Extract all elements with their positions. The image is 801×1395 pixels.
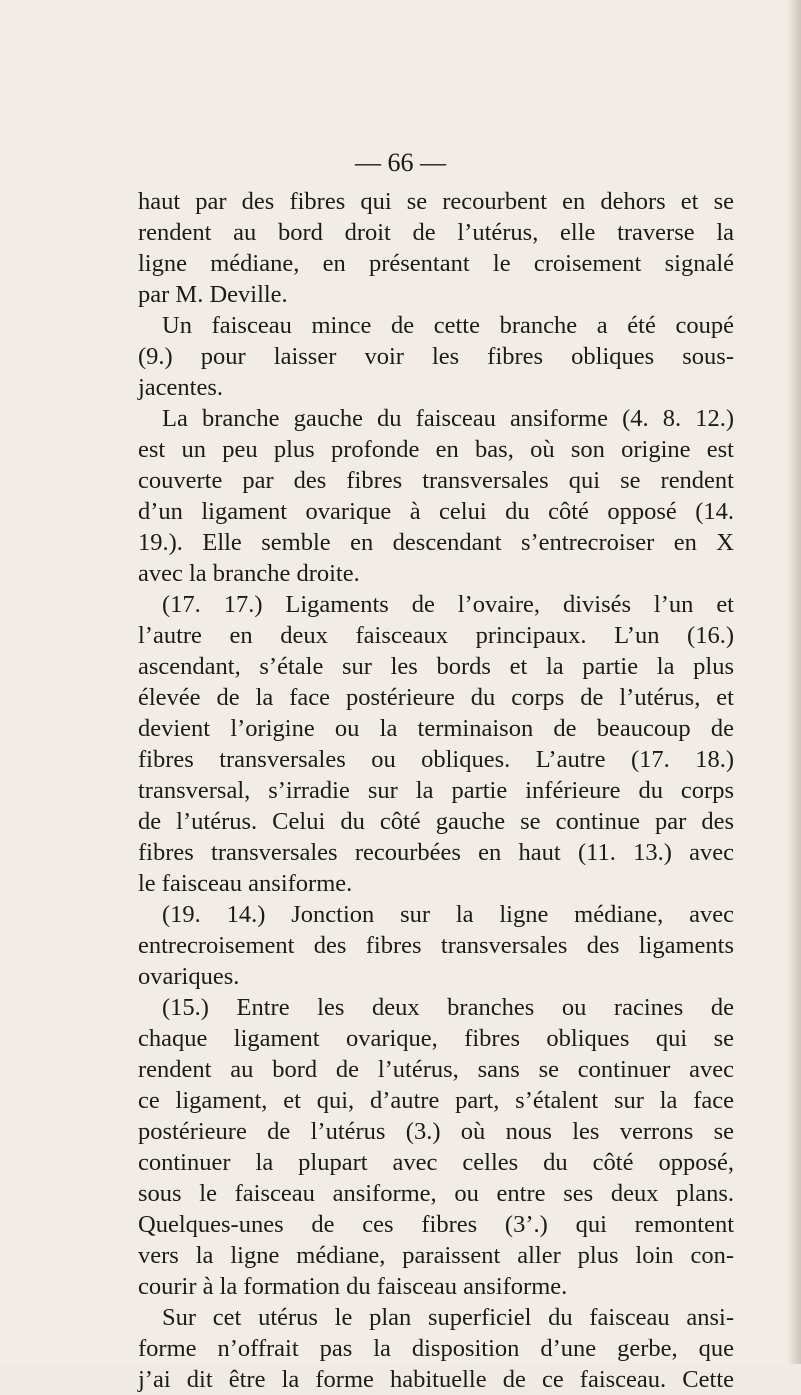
text-line: forme n’offrait pas la disposition d’une gerbe, que bbox=[138, 1335, 734, 1362]
text-line: Sur cet utérus le plan superficiel du faisceau ansi- bbox=[162, 1304, 734, 1331]
text-line: ascendant, s’étale sur les bords et la partie la plus bbox=[138, 653, 734, 680]
text-line: rendent au bord droit de l’utérus, elle traverse la bbox=[138, 219, 734, 246]
paragraph bbox=[138, 992, 734, 1302]
text-line: fibres transversales ou obliques. L’autre (17. 18.) bbox=[138, 746, 734, 773]
text-line: ligne médiane, en présentant le croisement signalé bbox=[138, 250, 734, 277]
page-edge-shadow bbox=[787, 0, 801, 1364]
text-line: d’un ligament ovarique à celui du côté opposé (14. bbox=[138, 498, 734, 525]
text-line: couverte par des fibres transversales qui se rendent bbox=[138, 467, 734, 494]
text-line: entrecroisement des fibres transversales des ligaments bbox=[138, 932, 734, 959]
text-line: élevée de la face postérieure du corps de l’utérus, et bbox=[138, 684, 734, 711]
text-line: par M. Deville. bbox=[138, 281, 288, 308]
text-line: La branche gauche du faisceau ansiforme (4. 8. 12.) bbox=[162, 405, 734, 432]
text-line: transversal, s’irradie sur la partie inférieure du corps bbox=[138, 777, 734, 804]
text-line: (17. 17.) Ligaments de l’ovaire, divisés l’un et bbox=[162, 591, 734, 618]
text-line: jacentes. bbox=[138, 374, 224, 401]
text-line: est un peu plus profonde en bas, où son origine est bbox=[138, 436, 734, 463]
paragraph bbox=[138, 589, 734, 899]
text-line: fibres transversales recourbées en haut (11. 13.) avec bbox=[138, 839, 734, 866]
text-line: le faisceau ansiforme. bbox=[138, 870, 353, 897]
text-line: avec la branche droite. bbox=[138, 560, 360, 587]
paragraph bbox=[138, 403, 734, 589]
text-line: vers la ligne médiane, paraissent aller plus loin con- bbox=[138, 1242, 734, 1269]
text-line: 19.). Elle semble en descendant s’entrecroiser en X bbox=[138, 529, 734, 556]
paragraph bbox=[138, 310, 734, 403]
text-line: (19. 14.) Jonction sur la ligne médiane, avec bbox=[162, 901, 734, 928]
text-line: (15.) Entre les deux branches ou racines de bbox=[162, 994, 734, 1021]
text-line: courir à la formation du faisceau ansiforme. bbox=[138, 1273, 568, 1300]
text-line: postérieure de l’utérus (3.) où nous les verrons se bbox=[138, 1118, 734, 1145]
text-line: continuer la plupart avec celles du côté opposé, bbox=[138, 1149, 734, 1176]
text-line: haut par des fibres qui se recourbent en dehors et se bbox=[138, 188, 734, 215]
text-line: sous le faisceau ansiforme, ou entre ses deux plans. bbox=[138, 1180, 734, 1207]
text-line: j’ai dit être la forme habituelle de ce faisceau. Cette bbox=[138, 1366, 734, 1393]
text-line: (9.) pour laisser voir les fibres obliques sous- bbox=[138, 343, 734, 370]
text-line: rendent au bord de l’utérus, sans se continuer avec bbox=[138, 1056, 734, 1083]
text-line: chaque ligament ovarique, fibres obliques qui se bbox=[138, 1025, 734, 1052]
text-line: devient l’origine ou la terminaison de beaucoup de bbox=[138, 715, 734, 742]
paragraph bbox=[138, 186, 734, 310]
text-line: de l’utérus. Celui du côté gauche se continue par des bbox=[138, 808, 734, 835]
text-line: ce ligament, et qui, d’autre part, s’étalent sur la face bbox=[138, 1087, 734, 1114]
body-text bbox=[138, 186, 734, 1395]
text-line: Un faisceau mince de cette branche a été coupé bbox=[162, 312, 734, 339]
page-number: — 66 — bbox=[355, 148, 446, 177]
paragraph bbox=[138, 1302, 734, 1395]
text-line: Quelques-unes de ces fibres (3’.) qui remontent bbox=[138, 1211, 734, 1238]
text-line: ovariques. bbox=[138, 963, 240, 990]
paragraph bbox=[138, 899, 734, 992]
text-line: l’autre en deux faisceaux principaux. L’un (16.) bbox=[138, 622, 734, 649]
